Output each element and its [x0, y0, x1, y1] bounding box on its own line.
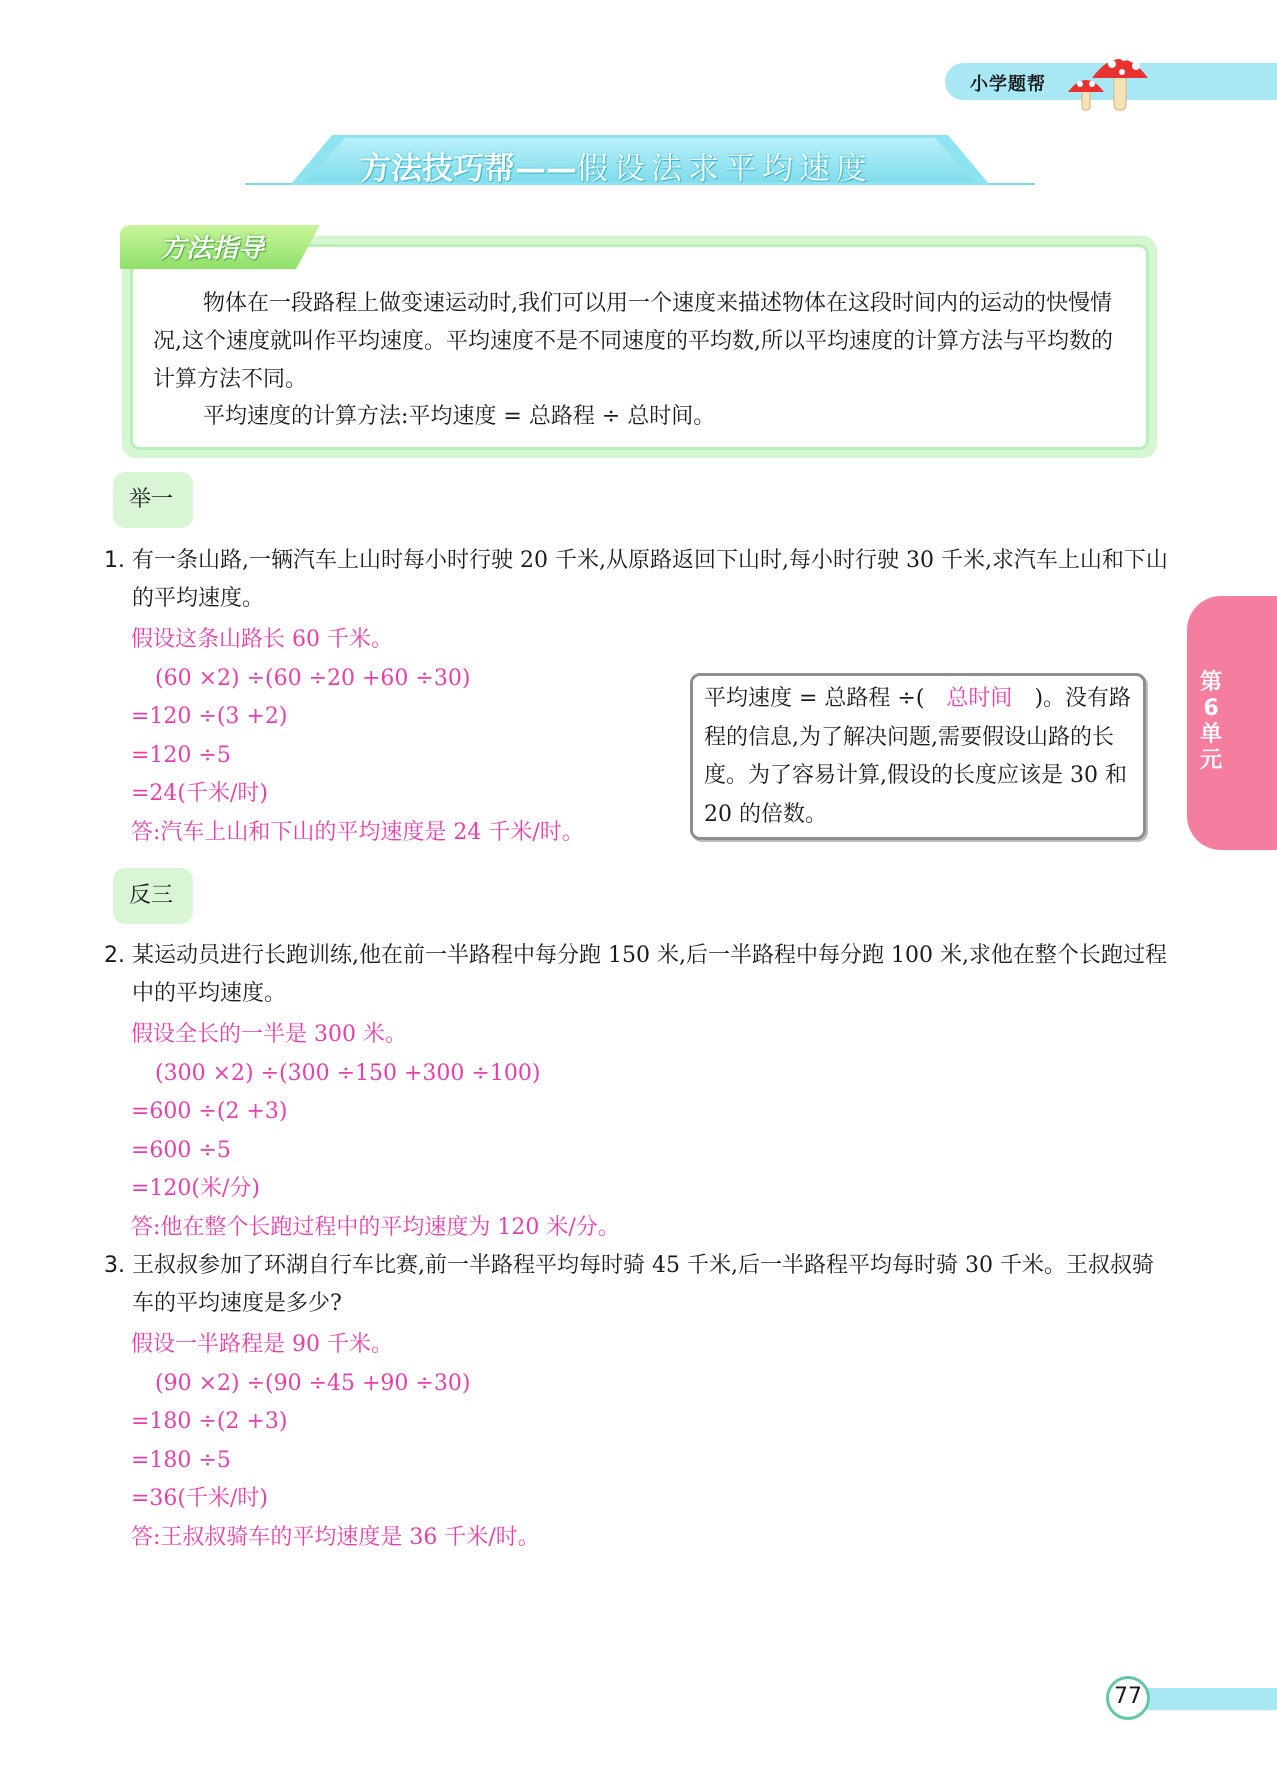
section-tag-practice: 反三 [113, 868, 193, 924]
solution-answer: 答:王叔叔骑车的平均速度是 36 千米/时。 [131, 1524, 540, 1550]
solution-step: =24(千米/时) [131, 781, 269, 806]
hint-fill-answer: 总时间 [946, 686, 1013, 711]
solution-step: =36(千米/时) [131, 1486, 269, 1511]
problem-1 [104, 542, 1174, 618]
mushroom-icon [1062, 46, 1152, 116]
solution-step: =180 ÷(2 +3) [131, 1409, 288, 1434]
solution-step: =120 ÷5 [131, 742, 231, 768]
solution-step: =600 ÷(2 +3) [131, 1099, 288, 1124]
problem-text: 王叔叔参加了环湖自行车比赛,前一半路程平均每时骑 45 千米,后一半路程平均每时骑 30 千米。王叔叔骑车的平均速度是多少? [132, 1253, 1154, 1316]
solution-assumption: 假设一半路程是 90 千米。 [131, 1332, 393, 1357]
page-title [360, 143, 873, 188]
method-guide-label: 方法指导 [160, 234, 265, 264]
problem-number: 1. [104, 548, 125, 573]
solution-step: =600 ÷5 [131, 1137, 231, 1163]
solution-step: (90 ×2) ÷(90 ÷45 +90 ÷30) [155, 1370, 471, 1396]
solution-assumption: 假设这条山路长 60 千米。 [131, 627, 393, 652]
page-number-bar [1130, 1688, 1277, 1710]
title-dash: —— [515, 151, 577, 187]
solution-assumption: 假设全长的一半是 300 米。 [131, 1022, 407, 1047]
problem-3 [104, 1247, 1174, 1323]
solution-step: =180 ÷5 [131, 1447, 231, 1473]
title-sub: 假设法求平均速度 [577, 151, 873, 187]
problem-text: 有一条山路,一辆汽车上山时每小时行驶 20 千米,从原路返回下山时,每小时行驶 30 千米,求汽车上山和下山的平均速度。 [132, 548, 1168, 611]
solution-step: =120 ÷(3 +2) [131, 704, 288, 729]
unit-label: 第6单元 [1199, 670, 1222, 773]
hint-rest: 没有路程的信息,为了解决问题,需要假设山路的长度。为了容易计算,假设的长度应该是 30 和 20 的倍数。 [704, 686, 1132, 827]
solution-2 [131, 1016, 620, 1247]
hint-prefix: 平均速度 = 总路程 ÷( [704, 686, 925, 711]
problem-text: 某运动员进行长跑训练,他在前一半路程中每分跑 150 米,后一半路程中每分跑 100 米,求他在整个长跑过程中的平均速度。 [132, 943, 1167, 1006]
solution-answer: 答:他在整个长跑过程中的平均速度为 120 米/分。 [131, 1214, 620, 1240]
solution-step: (60 ×2) ÷(60 ÷20 +60 ÷30) [155, 665, 471, 691]
hint-suffix: )。 [1034, 686, 1066, 711]
solution-answer: 答:汽车上山和下山的平均速度是 24 千米/时。 [131, 819, 584, 845]
problem-number: 3. [104, 1253, 125, 1278]
problem-2 [104, 937, 1174, 1013]
solution-step: =120(米/分) [131, 1176, 261, 1201]
page-number: 77 [1114, 1684, 1142, 1709]
title-main: 方法技巧帮 [360, 151, 515, 187]
section-tag-example: 举一 [113, 472, 193, 528]
solution-3 [131, 1326, 540, 1557]
hint-text [704, 680, 1134, 834]
problem-number: 2. [104, 943, 125, 968]
method-guide-formula: 平均速度的计算方法:平均速度 = 总路程 ÷ 总时间。 [203, 404, 716, 429]
solution-1 [131, 621, 584, 852]
method-guide-paragraph: 物体在一段路程上做变速运动时,我们可以用一个速度来描述物体在这段时间内的运动的快慢情况,这个速度就叫作平均速度。平均速度不是不同速度的平均数,所以平均速度的计算方法与平均数的计算方法不同。 [153, 291, 1113, 392]
header-brand: 小学题帮 [970, 74, 1046, 95]
solution-step: (300 ×2) ÷(300 ÷150 +300 ÷100) [155, 1060, 541, 1086]
